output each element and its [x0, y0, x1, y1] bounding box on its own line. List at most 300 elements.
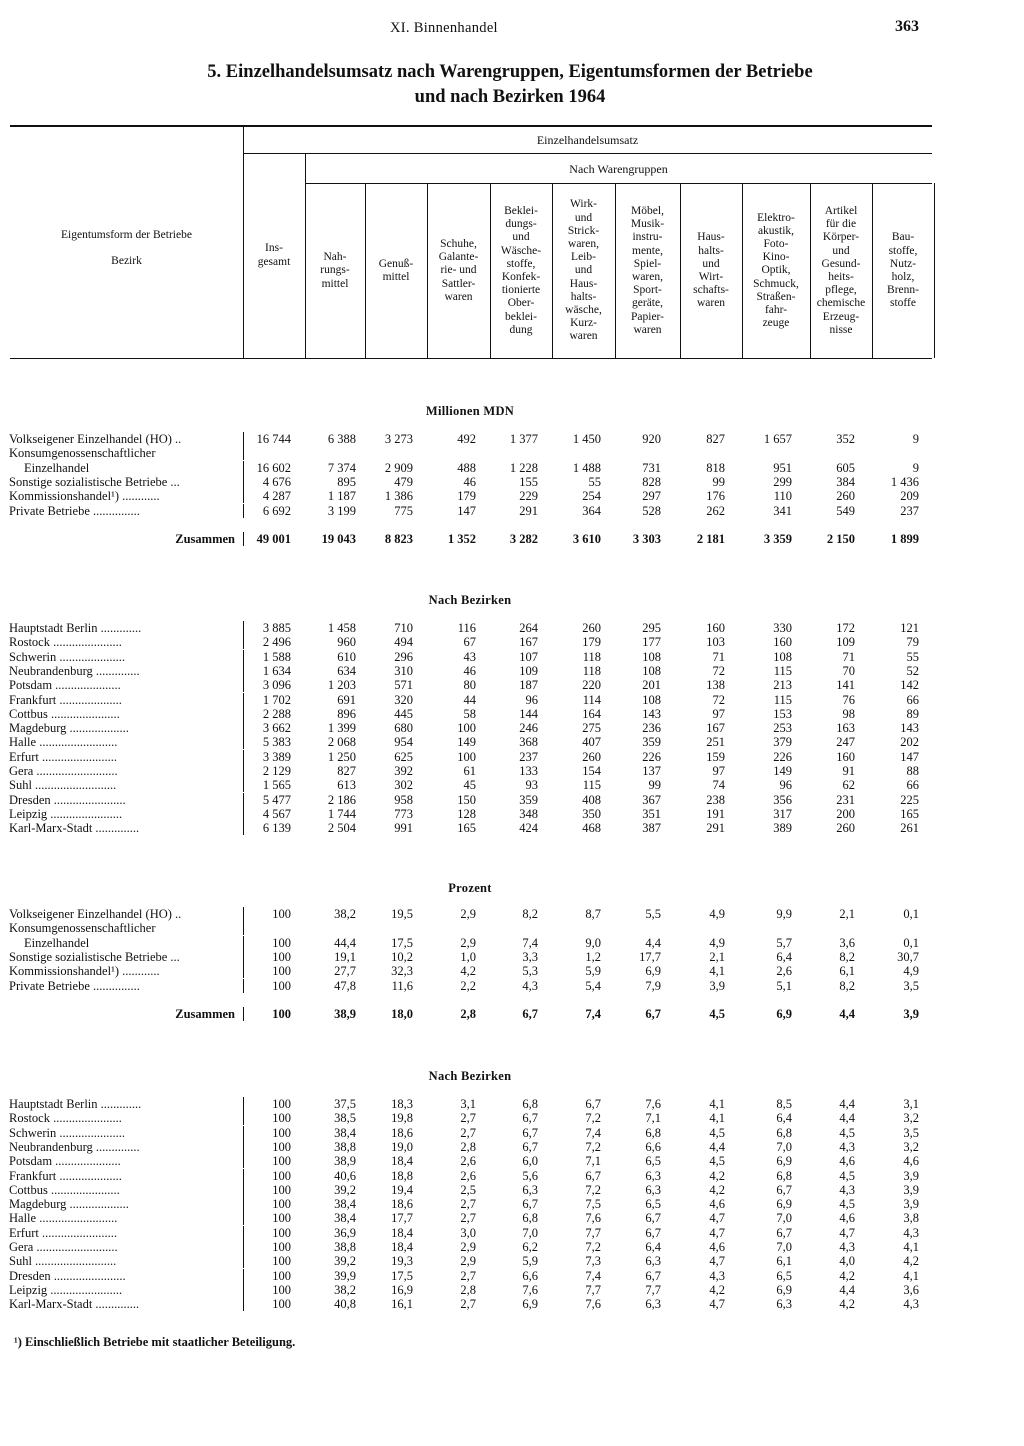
table-cell: 492: [457, 432, 476, 446]
table-cell: 1 250: [327, 749, 356, 764]
table-cell: 3 662: [262, 721, 291, 736]
table-row: [0, 1111, 1024, 1125]
column-header-line: und: [574, 264, 593, 277]
header-top-rule: [10, 125, 932, 127]
table-cell: 103: [706, 635, 725, 650]
table-cell: 680: [394, 721, 413, 736]
column-header-line: Konfek-: [501, 271, 541, 284]
row-label: Karl-Marx-Stadt ..............: [9, 1297, 140, 1312]
table-cell: 6,7: [522, 1125, 538, 1140]
table-cell: 571: [394, 678, 413, 693]
table-cell: 7,2: [585, 1182, 601, 1197]
table-cell: 71: [712, 649, 725, 664]
table-cell: 7,7: [645, 1282, 661, 1297]
table-cell: 3,9: [903, 1182, 919, 1197]
table-row: [0, 446, 1024, 460]
table-row: [0, 1169, 1024, 1183]
table-cell: 4,6: [839, 1211, 855, 1226]
table-cell: 384: [836, 474, 855, 489]
table-cell: 920: [642, 432, 661, 446]
table-cell: 3,0: [460, 1225, 476, 1240]
table-cell: 261: [900, 821, 919, 836]
table-cell: 1 203: [327, 678, 356, 693]
table-cell: 176: [706, 489, 725, 504]
table-row: [0, 1283, 1024, 1297]
table-cell: 98: [842, 706, 855, 721]
table-cell: 100: [457, 721, 476, 736]
table-cell: 38,4: [334, 1211, 356, 1226]
column-header-line: Schmuck,: [753, 277, 799, 290]
table-cell: 4,3: [839, 1139, 855, 1154]
table-cell: 960: [337, 635, 356, 650]
column-header-line: Galante-: [438, 251, 479, 264]
table-cell: 6,3: [645, 1254, 661, 1269]
table-cell: 818: [706, 460, 725, 475]
table-row: [0, 764, 1024, 778]
table-cell: 2,9: [460, 935, 476, 950]
column-header-line: Ober-: [507, 297, 535, 310]
table-cell: 4,1: [709, 964, 725, 979]
table-cell: 18,4: [391, 1240, 413, 1254]
table-row: [0, 504, 1024, 518]
table-cell: 6,8: [522, 1211, 538, 1226]
table-cell: 8,2: [839, 978, 855, 993]
table-cell: 479: [394, 474, 413, 489]
table-cell: 2,6: [460, 1168, 476, 1183]
table-cell: 296: [394, 649, 413, 664]
table-cell: 100: [272, 1197, 291, 1212]
table-row: [0, 750, 1024, 764]
column-header-line: Artikel: [824, 205, 858, 217]
table-cell: 4,9: [903, 964, 919, 979]
table-row: [0, 1211, 1024, 1225]
table-cell: 108: [642, 649, 661, 664]
table-cell: 39,9: [334, 1268, 356, 1283]
table-cell: 4 676: [262, 474, 291, 489]
table-cell: 7,6: [585, 1297, 601, 1312]
table-cell: 364: [582, 503, 601, 518]
table-cell: 6,7: [522, 1139, 538, 1154]
table-cell: 76: [842, 692, 855, 707]
column-header-line: Wirt-: [698, 271, 724, 283]
table-cell: 251: [706, 735, 725, 750]
table-cell: 19,4: [391, 1182, 413, 1197]
table-cell: 141: [836, 678, 855, 693]
table-cell: 6,7: [645, 1211, 661, 1226]
table-cell: 0,1: [903, 907, 919, 921]
table-cell: 1 228: [509, 460, 538, 475]
table-row: [0, 1297, 1024, 1311]
table-cell: 79: [906, 635, 919, 650]
table-row: [0, 1240, 1024, 1254]
table-row: [0, 1197, 1024, 1211]
table-cell: 7,4: [585, 1125, 601, 1140]
column-header-line: Haus-: [569, 277, 598, 290]
table-cell: 38,9: [334, 1154, 356, 1169]
table-cell: 116: [457, 621, 476, 635]
table-cell: 295: [642, 621, 661, 635]
table-cell: 38,5: [334, 1111, 356, 1126]
table-cell: 387: [642, 821, 661, 836]
table-cell: 89: [906, 706, 919, 721]
table-cell: 108: [642, 692, 661, 707]
table-cell: 1 450: [572, 432, 601, 446]
table-cell: 4,2: [839, 1268, 855, 1283]
column-header-line: Optik,: [761, 264, 791, 277]
table-cell: 330: [773, 621, 792, 635]
table-cell: 153: [773, 706, 792, 721]
table-cell: 773: [394, 806, 413, 821]
table-cell: 2,1: [709, 949, 725, 964]
column-header-line: Straßen-: [756, 290, 796, 303]
table-cell: 5,9: [522, 1254, 538, 1269]
table-cell: 1 744: [327, 806, 356, 821]
table-cell: 17,5: [391, 935, 413, 950]
table-cell: 4,0: [839, 1254, 855, 1269]
table-cell: 100: [272, 1268, 291, 1283]
table-cell: 7 374: [327, 460, 356, 475]
table-cell: 118: [582, 649, 601, 664]
table-cell: 254: [582, 489, 601, 504]
column-header-line: waren: [696, 297, 726, 310]
table-cell: 351: [642, 806, 661, 821]
table-cell: 3,9: [903, 1168, 919, 1183]
table-row: [0, 693, 1024, 707]
table-cell: 3,1: [903, 1097, 919, 1111]
row-label: Potsdam .....................: [9, 678, 121, 693]
table-cell: 2,9: [460, 1254, 476, 1269]
table-cell: 147: [900, 749, 919, 764]
table-cell: 302: [394, 778, 413, 793]
table-row: [0, 921, 1024, 935]
table-cell: 1,0: [460, 949, 476, 964]
table-cell: 19,8: [391, 1111, 413, 1126]
table-cell: 8,2: [522, 907, 538, 921]
table-cell: 6 388: [327, 432, 356, 446]
table-cell: 163: [836, 721, 855, 736]
column-header-line: Foto-: [763, 238, 789, 250]
table-cell: 100: [272, 1182, 291, 1197]
running-head: XI. Binnenhandel: [390, 20, 498, 36]
row-label: Frankfurt ....................: [9, 692, 122, 707]
table-cell: 3,5: [903, 978, 919, 993]
table-cell: 6,9: [776, 1282, 792, 1297]
table-cell: 191: [706, 806, 725, 821]
table-cell: 38,8: [334, 1240, 356, 1254]
column-header-line: Leib-: [571, 251, 596, 264]
table-cell: 109: [836, 635, 855, 650]
table-cell: 187: [519, 678, 538, 693]
table-cell: 172: [836, 621, 855, 635]
table-row: [0, 489, 1024, 503]
table-cell: 4,2: [709, 1282, 725, 1297]
table-cell: 3,9: [709, 978, 725, 993]
table-cell: 9,0: [585, 935, 601, 950]
column-header: [810, 205, 872, 337]
table-cell: 96: [525, 692, 538, 707]
table-cell: 8,7: [585, 907, 601, 921]
table-cell: 7,1: [645, 1111, 661, 1126]
table-cell: 4 567: [262, 806, 291, 821]
column-header-line: rie- und: [440, 264, 477, 277]
column-header: [305, 251, 365, 291]
table-cell: 16,9: [391, 1282, 413, 1297]
table-cell: 16 602: [256, 460, 291, 475]
table-cell: 827: [706, 432, 725, 446]
table-cell: 1,2: [585, 949, 601, 964]
table-cell: 62: [842, 778, 855, 793]
table-cell: 55: [906, 649, 919, 664]
table-cell: 6,7: [776, 1182, 792, 1197]
table-cell: 44: [463, 692, 476, 707]
table-cell: 4,6: [709, 1240, 725, 1254]
column-header-line: Sattler-: [441, 277, 476, 290]
table-cell: 52: [906, 663, 919, 678]
table-cell: 164: [582, 706, 601, 721]
table-cell: 4,3: [839, 1182, 855, 1197]
table-cell: 6,9: [776, 1197, 792, 1212]
table-row: [0, 721, 1024, 735]
table-cell: 67: [463, 635, 476, 650]
table-cell: 7,0: [522, 1225, 538, 1240]
table-cell: 4,6: [839, 1154, 855, 1169]
table-cell: 991: [394, 821, 413, 836]
table-cell: 2 181: [696, 531, 725, 546]
table-cell: 100: [272, 1139, 291, 1154]
table-cell: 4,3: [522, 978, 538, 993]
table-cell: 46: [463, 663, 476, 678]
table-cell: 7,6: [645, 1097, 661, 1111]
table-cell: 379: [773, 735, 792, 750]
table-cell: 368: [519, 735, 538, 750]
table-cell: 528: [642, 503, 661, 518]
table-cell: 5 477: [262, 792, 291, 807]
table-cell: 3,8: [903, 1211, 919, 1226]
table-cell: 4,7: [709, 1297, 725, 1312]
table-cell: 160: [706, 621, 725, 635]
column-header-line: Körper-: [822, 231, 860, 244]
column-header-line: Wirk-: [570, 198, 597, 211]
table-cell: 7,2: [585, 1139, 601, 1154]
table-cell: 4,2: [709, 1168, 725, 1183]
column-header-line: waren,: [632, 271, 663, 284]
table-cell: 201: [642, 678, 661, 693]
table-cell: 160: [836, 749, 855, 764]
footnote: ¹) Einschließlich Betriebe mit staatlicher Beteiligung.: [14, 1335, 296, 1349]
table-cell: 3,9: [903, 1197, 919, 1212]
table-row: [0, 1140, 1024, 1154]
table-row: [0, 1183, 1024, 1197]
column-header-line: Bau-: [891, 231, 915, 244]
table-cell: 4,7: [709, 1254, 725, 1269]
row-label: Magdeburg ...................: [9, 721, 129, 736]
table-cell: 6,7: [522, 1111, 538, 1126]
row-label: Konsumgenossenschaftlicher: [9, 446, 156, 461]
row-label: Erfurt ........................: [9, 1225, 117, 1240]
stub-header: [10, 222, 243, 274]
table-cell: 6,4: [645, 1240, 661, 1254]
column-header-line: Musik-: [630, 218, 665, 231]
table-cell: 39,2: [334, 1182, 356, 1197]
table-cell: 93: [525, 778, 538, 793]
column-header-line: akustik,: [757, 224, 795, 237]
table-cell: 159: [706, 749, 725, 764]
table-row: [0, 461, 1024, 475]
table-cell: 70: [842, 663, 855, 678]
table-cell: 5,1: [776, 978, 792, 993]
table-cell: 4,4: [709, 1139, 725, 1154]
table-cell: 8,5: [776, 1097, 792, 1111]
table-cell: 5,9: [585, 964, 601, 979]
table-cell: 97: [712, 764, 725, 778]
row-label: Potsdam .....................: [9, 1154, 121, 1169]
row-label: Halle .........................: [9, 735, 118, 750]
column-header-line: wäsche,: [565, 304, 602, 317]
table-cell: 9,9: [776, 907, 792, 921]
group-rule: [243, 153, 932, 154]
table-cell: 27,7: [334, 964, 356, 979]
column-header-line: Papier-: [631, 310, 664, 323]
table-cell: 6,6: [522, 1268, 538, 1283]
table-cell: 2,5: [460, 1182, 476, 1197]
table-cell: 237: [519, 749, 538, 764]
column-header-line: Schuhe,: [440, 238, 477, 250]
table-cell: 260: [836, 821, 855, 836]
table-cell: 4,4: [645, 935, 661, 950]
column-header-line: und: [574, 211, 593, 224]
table-cell: 144: [519, 706, 538, 721]
table-cell: 6,7: [585, 1168, 601, 1183]
table-cell: 200: [836, 806, 855, 821]
table-cell: 7,9: [645, 978, 661, 993]
table-row: [0, 936, 1024, 950]
table-cell: 613: [337, 778, 356, 793]
table-cell: 2,1: [839, 907, 855, 921]
table-cell: 691: [337, 692, 356, 707]
table-cell: 66: [906, 778, 919, 793]
table-cell: 389: [773, 821, 792, 836]
column-header-line: waren: [569, 330, 598, 343]
table-cell: 2 068: [327, 735, 356, 750]
table-cell: 4,4: [839, 1097, 855, 1111]
table-cell: 100: [272, 964, 291, 979]
table-row: [0, 1097, 1024, 1111]
table-cell: 3 199: [327, 503, 356, 518]
table-cell: 9: [912, 460, 919, 475]
table-cell: 731: [642, 460, 661, 475]
table-cell: 17,5: [391, 1268, 413, 1283]
table-cell: 38,2: [334, 907, 356, 921]
column-header-line: dungs-: [505, 218, 537, 231]
row-label: Rostock ......................: [9, 1111, 122, 1126]
column-header-line: geräte,: [632, 297, 663, 310]
table-cell: 3 610: [572, 531, 601, 546]
table-row: [0, 793, 1024, 807]
table-cell: 6,3: [645, 1297, 661, 1312]
table-cell: 1 899: [890, 531, 919, 546]
table-cell: 8,2: [839, 949, 855, 964]
table-cell: 958: [394, 792, 413, 807]
row-label: Suhl ..........................: [9, 778, 117, 793]
table-row: [0, 1254, 1024, 1268]
table-cell: 5 383: [262, 735, 291, 750]
table-cell: 2,2: [460, 978, 476, 993]
table-cell: 2,9: [460, 907, 476, 921]
table-cell: 4,7: [709, 1225, 725, 1240]
table-cell: 121: [900, 621, 919, 635]
table-cell: 16 744: [256, 432, 291, 446]
table-cell: 954: [394, 735, 413, 750]
row-label: Frankfurt ....................: [9, 1168, 122, 1183]
table-cell: 100: [272, 1254, 291, 1269]
column-header-line: chemische: [816, 297, 866, 310]
column-header-line: gesamt: [257, 255, 291, 268]
table-cell: 179: [582, 635, 601, 650]
table-cell: 392: [394, 764, 413, 778]
table-cell: 7,2: [585, 1240, 601, 1254]
stub-header-line: Eigentumsform der Betriebe: [61, 229, 192, 241]
row-divider: [243, 921, 244, 935]
table-cell: 317: [773, 806, 792, 821]
table-cell: 260: [836, 489, 855, 504]
header-divider: [934, 183, 935, 358]
table-cell: 40,6: [334, 1168, 356, 1183]
table-cell: 143: [642, 706, 661, 721]
table-row: [0, 664, 1024, 678]
column-header-line: stoffe,: [506, 257, 536, 270]
table-cell: 3,2: [903, 1139, 919, 1154]
total-row: [0, 1007, 1024, 1021]
table-cell: 7,2: [585, 1111, 601, 1126]
table-cell: 18,4: [391, 1154, 413, 1169]
table-cell: 7,7: [585, 1225, 601, 1240]
row-label: Sonstige sozialistische Betriebe ...: [9, 949, 180, 964]
table-cell: 2,7: [460, 1268, 476, 1283]
row-label: Karl-Marx-Stadt ..............: [9, 821, 140, 836]
table-cell: 3 282: [509, 531, 538, 546]
table-cell: 3,6: [839, 935, 855, 950]
table-row: [0, 621, 1024, 635]
table-cell: 4,4: [839, 1282, 855, 1297]
table-cell: 100: [457, 749, 476, 764]
table-cell: 100: [272, 935, 291, 950]
table-cell: 46: [463, 474, 476, 489]
table-cell: 3 885: [262, 621, 291, 635]
table-cell: 6 139: [262, 821, 291, 836]
column-header-line: und: [512, 231, 530, 244]
table-cell: 605: [836, 460, 855, 475]
row-label: Einzelhandel: [24, 935, 90, 950]
table-row: [0, 678, 1024, 692]
table-cell: 160: [773, 635, 792, 650]
table-cell: 109: [519, 663, 538, 678]
table-cell: 2 288: [262, 706, 291, 721]
table-cell: 7,4: [585, 1006, 601, 1021]
table-cell: 4,5: [839, 1125, 855, 1140]
table-cell: 3,5: [903, 1125, 919, 1140]
table-cell: 18,6: [391, 1125, 413, 1140]
table-cell: 6,9: [776, 1154, 792, 1169]
table-row: [0, 907, 1024, 921]
table-cell: 18,8: [391, 1168, 413, 1183]
table-cell: 4,1: [903, 1240, 919, 1254]
table-cell: 348: [519, 806, 538, 821]
table-cell: 253: [773, 721, 792, 736]
table-cell: 356: [773, 792, 792, 807]
row-label: Neubrandenburg ..............: [9, 663, 140, 678]
row-label: Dresden .......................: [9, 1268, 126, 1283]
table-row: [0, 735, 1024, 749]
